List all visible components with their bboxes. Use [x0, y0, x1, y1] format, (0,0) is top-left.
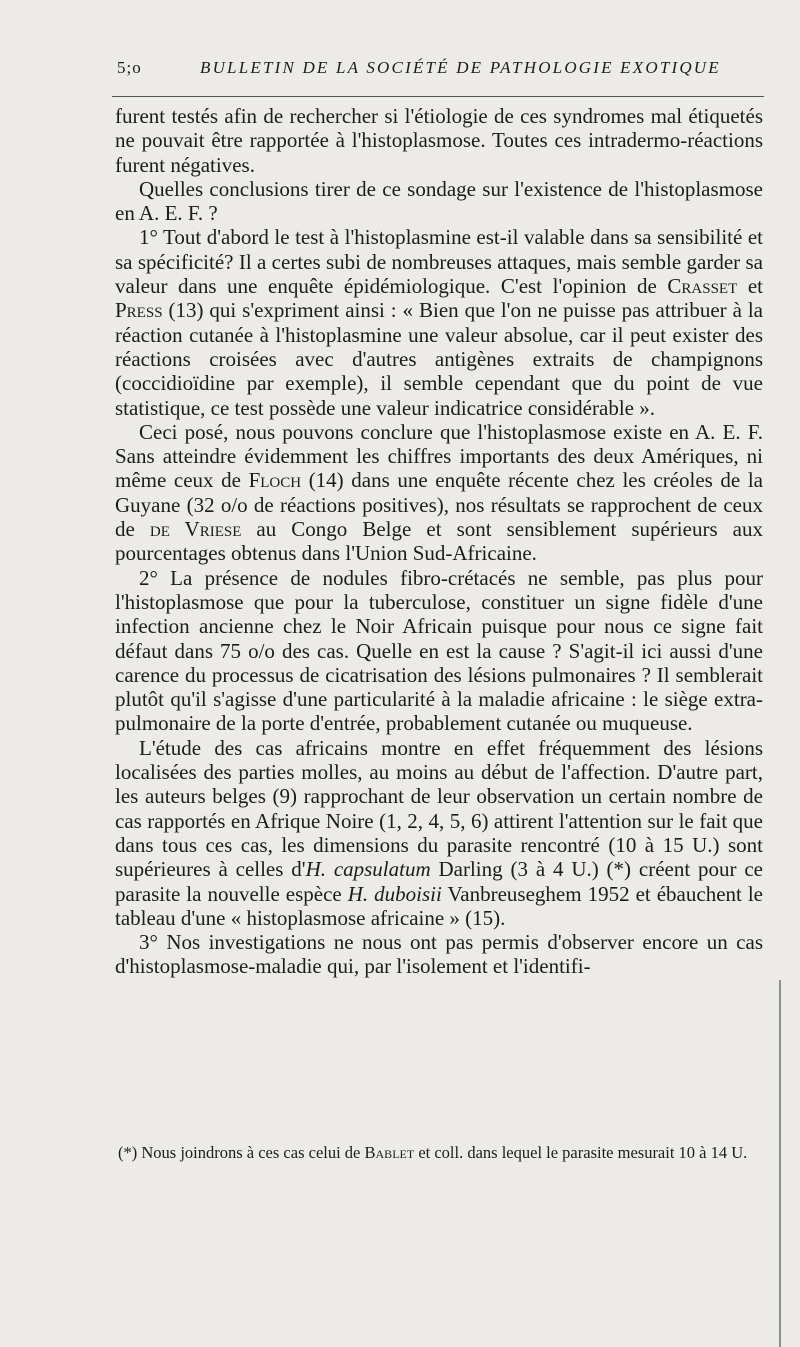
author-bablet: Bablet [364, 1143, 415, 1162]
species-h-capsulatum: H. capsulatum [305, 857, 431, 882]
page-header [112, 58, 762, 88]
paragraph-3 [115, 225, 763, 419]
paragraph-1: furent testés afin de rechercher si l'étiologie de ces syndromes mal étiquetés ne pouvait être rapportée à l'histoplasmose. Toutes ces intradermo-réactions furent négatives. [115, 104, 763, 177]
author-floch: Floch [248, 468, 302, 493]
paragraph-3-text-b: et [737, 274, 763, 299]
author-crasset: Crasset [667, 274, 738, 299]
paragraph-4-text-b: (14) dans une enquête récente chez les créoles de la Guyane (32 o/o de réactions positives), nos résultats se rapprochent de ceux de [115, 468, 764, 542]
footnote [104, 1143, 760, 1162]
paragraph-6-text-a: L'étude des cas africains montre en effet fréquemment des lésions localisées des parties molles, au moins au début de l'affection. D'autre part, les auteurs belges (9) rapprochant de leur observation un certain nombre de cas rapportés en Afrique Noire (1, 2, 4, 5, 6) attirent l'attention sur le fait que dans tous ces cas, les dimensions du parasite rencontré (10 à 15 U.) sont supérieures à celles d' [115, 735, 763, 882]
scan-edge-line [779, 980, 781, 1347]
paragraph-6-text-c: Vanbreuseghem 1952 et ébauchent le tableau d'une « histoplasmose africaine » (15). [115, 881, 764, 930]
author-press: Press [115, 298, 163, 323]
species-h-duboisii: H. duboisii [347, 881, 442, 906]
paragraph-2: Quelles conclusions tirer de ce sondage sur l'existence de l'histoplasmose en A. E. F. ? [115, 176, 763, 226]
author-de-vriese: de Vriese [149, 517, 242, 542]
paragraph-3-text-a: 1° Tout d'abord le test à l'histoplasmine est-il valable dans sa sensibilité et sa spécificité? Il a certes subi de nombreuses attaques, mais semble garder sa valeur dans une enquête épidémiologique. C'est l'opinion de [115, 225, 763, 299]
footnote-text-b: et coll. dans lequel le parasite mesurait 10 à 14 U. [414, 1143, 748, 1162]
header-rule [112, 96, 764, 97]
page-number: 5;o [117, 58, 142, 77]
paragraph-4 [115, 420, 763, 566]
footnote-text [104, 1143, 760, 1162]
paragraph-3-text-c: (13) qui s'expriment ainsi : « Bien que l'on ne puisse pas attribuer à la réaction cutanée à l'histoplasmine une valeur absolue, car il peut exister des réactions croisées avec d'autres antigènes extraits de champignons (coccidioïdine par exemple), il semble cependant que du point de vue statistique, ce test possède une valeur indicatrice considérable ». [115, 298, 763, 420]
paragraph-6 [115, 736, 763, 930]
paragraph-6-text-b: Darling (3 à 4 U.) (*) créent pour ce parasite la nouvelle espèce [115, 857, 763, 906]
body-text [115, 104, 763, 979]
paragraph-5: 2° La présence de nodules fibro-crétacés ne semble, pas plus pour l'histoplasmose que pour la tuberculose, constituer un signe fidèle d'une infection ancienne chez le Noir Africain puisque pour nous ce signe fait défaut dans 75 o/o des cas. Quelle en est la cause ? S'agit-il ici aussi d'une carence du processus de cicatrisation des lésions pulmonaires ? Il semblerait plutôt qu'il s'agisse d'une particularité à la maladie africaine : le siège extra-pulmonaire de la porte d'entrée, probablement cutanée ou muqueuse. [115, 565, 763, 736]
paragraph-4-text-a: Ceci posé, nous pouvons conclure que l'histoplasmose existe en A. E. F. Sans atteindre évidemment les chiffres importants des deux Amériques, ni même ceux de [115, 419, 763, 493]
footnote-text-a: (*) Nous joindrons à ces cas celui de [118, 1143, 365, 1162]
running-title: BULLETIN DE LA SOCIÉTÉ DE PATHOLOGIE EXOTIQUE [200, 58, 721, 77]
paragraph-4-text-c: au Congo Belge et sont sensiblement supérieurs aux pourcentages obtenus dans l'Union Sud-Africaine. [115, 517, 763, 566]
paragraph-7: 3° Nos investigations ne nous ont pas permis d'observer encore un cas d'histoplasmose-maladie qui, par l'isolement et l'identifi- [115, 930, 763, 979]
